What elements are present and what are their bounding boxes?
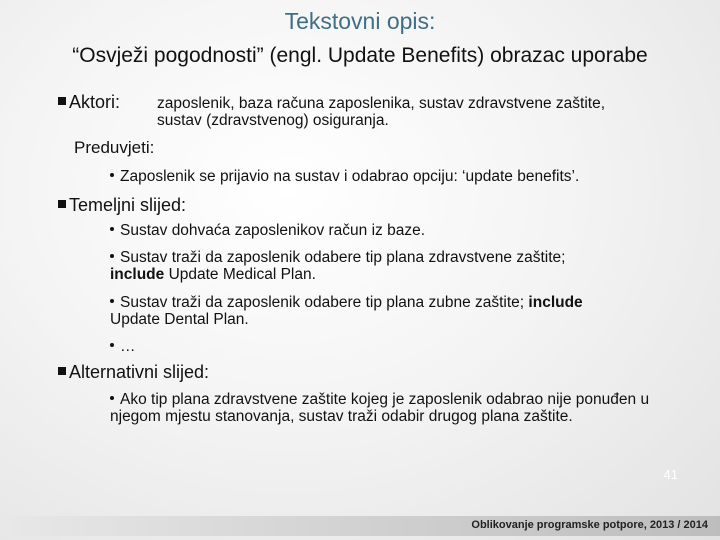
alt-flow-label: Alternativni slijed:: [69, 362, 210, 382]
main-flow-item-1: Sustav dohvaća zaposlenikov račun iz baze.: [110, 222, 425, 239]
footer-text: Oblikovanje programske potpore, 2013 / 2014: [471, 519, 708, 531]
alt-flow-row: [58, 362, 209, 383]
bullet-dot-icon: [110, 173, 114, 177]
preconditions-label: Preduvjeti:: [74, 138, 155, 157]
main-flow-item-2-cont: include Update Medical Plan.: [110, 266, 316, 283]
include-keyword: include: [528, 294, 583, 311]
precondition-item: Zaposlenik se prijavio na sustav i odabrao opciju: ‘update benefits’.: [110, 168, 579, 185]
actors-row: [58, 92, 120, 113]
square-bullet-icon: [58, 200, 66, 208]
page-number: 41: [663, 467, 678, 482]
actors-label: Aktori:: [69, 92, 121, 112]
square-bullet-icon: [58, 97, 66, 105]
main-flow-item-2: Sustav traži da zaposlenik odabere tip plana zdravstvene zaštite;: [110, 249, 565, 266]
square-bullet-icon: [58, 367, 66, 375]
bullet-dot-icon: [110, 254, 114, 258]
bullet-dot-icon: [110, 299, 114, 303]
main-flow-item-3-cont: Update Dental Plan.: [110, 311, 249, 328]
main-flow-label: Temeljni slijed:: [69, 195, 187, 215]
slide-title: Tekstovni opis:: [284, 8, 436, 34]
main-flow-row: [58, 195, 186, 216]
bullet-dot-icon: [110, 343, 114, 347]
actors-text-line2: sustav (zdravstvenog) osiguranja.: [157, 112, 389, 129]
footer: [0, 510, 720, 540]
bullet-dot-icon: [110, 227, 114, 231]
slide-subtitle: “Osvježi pogodnosti” (engl. Update Benefits) obrazac uporabe: [72, 44, 648, 67]
alt-flow-item-1: Ako tip plana zdravstvene zaštite kojeg je zaposlenik odabrao nije ponuđen u njegom mjestu stanovanja, sustav traži odabir drugog plana zaštite.: [110, 391, 650, 425]
include-keyword: include: [110, 266, 165, 283]
main-flow-item-4: …: [110, 338, 136, 355]
main-flow-item-3: Sustav traži da zaposlenik odabere tip plana zubne zaštite; include: [110, 294, 583, 311]
actors-text-line1: zaposlenik, baza računa zaposlenika, sustav zdravstvene zaštite,: [157, 95, 606, 112]
bullet-dot-icon: [110, 396, 114, 400]
